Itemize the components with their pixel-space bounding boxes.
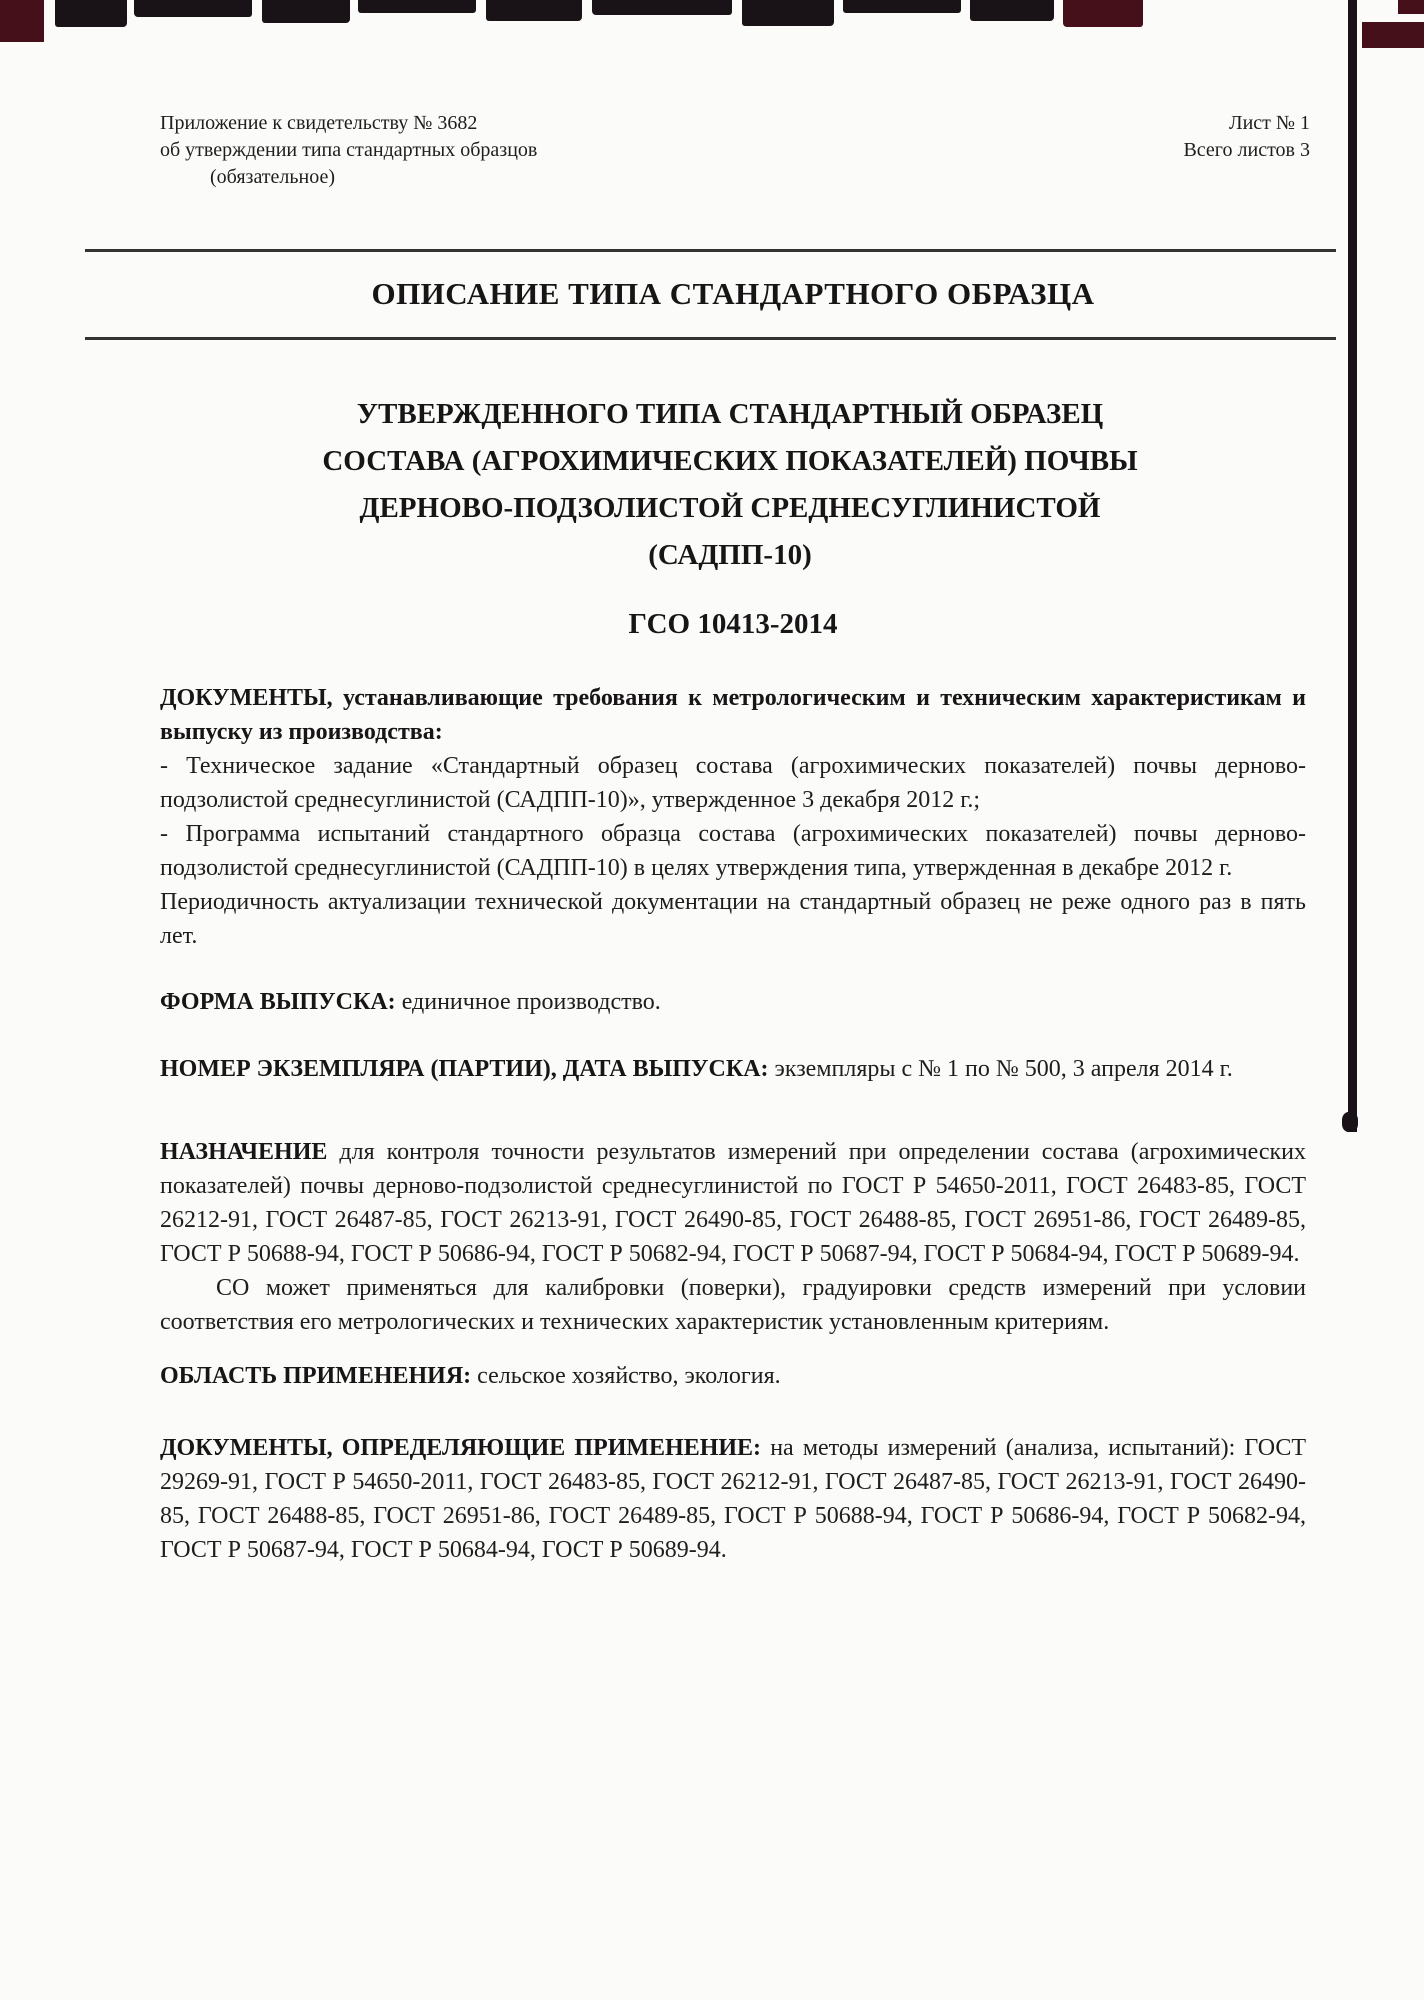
document-title: ОПИСАНИЕ ТИПА СТАНДАРТНОГО ОБРАЗЦА <box>371 276 1095 311</box>
docs-application-label: ДОКУМЕНТЫ, ОПРЕДЕЛЯЮЩИЕ ПРИМЕНЕНИЕ: <box>160 1435 762 1461</box>
scan-artifact <box>1362 22 1424 48</box>
section-docs-requirements-heading: ДОКУМЕНТЫ, устанавливающие требования к метрологическим и техническим характеристикам и выпуску из производства: <box>160 685 1306 745</box>
scan-artifact <box>843 0 961 13</box>
gso-number: ГСО 10413-2014 <box>628 608 838 640</box>
section-batch-number <box>160 1052 1306 1086</box>
standard-sample-heading <box>130 391 1330 579</box>
docs-application-value: на методы измерений (анализа, испытаний): ГОСТ 29269-91, ГОСТ Р 54650-2011, ГОСТ 26483-85, ГОСТ 26212-91, ГОСТ 26487-85, ГОСТ 26213-91, ГОСТ 26490-85, ГОСТ 26488-85, ГОСТ 26951-86, ГОСТ 26489-85, ГОСТ Р 50688-94, ГОСТ Р 50686-94, ГОСТ Р 50682-94, ГОСТ Р 50687-94, ГОСТ Р 50684-94, ГОСТ Р 50689-94. <box>160 1435 1307 1563</box>
sheet-total: Всего листов 3 <box>1183 139 1310 161</box>
application-area-label: ОБЛАСТЬ ПРИМЕНЕНИЯ: <box>160 1363 472 1389</box>
scan-artifact <box>1342 1112 1358 1132</box>
annex-line-1: Приложение к свидетельству № 3682 <box>160 112 478 134</box>
scan-artifact <box>262 0 350 23</box>
section-purpose <box>160 1135 1306 1271</box>
scan-artifact <box>1398 0 1424 14</box>
docs-requirements-item-1: - Техническое задание «Стандартный образец состава (агрохимических показателей) почвы дерново-подзолистой среднесуглинистой (САДПП-10)», утвержденное 3 декабря 2012 г.; <box>160 753 1306 813</box>
horizontal-rule-mid <box>85 337 1336 340</box>
scan-artifact <box>970 0 1054 21</box>
section-docs-application <box>160 1431 1306 1567</box>
batch-number-label: НОМЕР ЭКЗЕМПЛЯРА (ПАРТИИ), ДАТА ВЫПУСКА: <box>160 1056 769 1082</box>
heading-line-4: (САДПП-10) <box>648 539 812 571</box>
heading-line-3: ДЕРНОВО-ПОДЗОЛИСТОЙ СРЕДНЕСУГЛИНИСТОЙ <box>359 492 1101 524</box>
purpose-label: НАЗНАЧЕНИЕ <box>160 1139 328 1165</box>
application-area-value: сельское хозяйство, экология. <box>477 1363 781 1389</box>
scan-artifact-corner <box>0 0 44 42</box>
release-form-label: ФОРМА ВЫПУСКА: <box>160 989 396 1015</box>
purpose-value: для контроля точности результатов измерений при определении состава (агрохимических показателей) почвы дерново-подзолистой среднесуглинистой по ГОСТ Р 54650-2011, ГОСТ 26483-85, ГОСТ 26212-91, ГОСТ 26487-85, ГОСТ 26213-91, ГОСТ 26490-85, ГОСТ 26488-85, ГОСТ 26951-86, ГОСТ 26489-85, ГОСТ Р 50688-94, ГОСТ Р 50686-94, ГОСТ Р 50682-94, ГОСТ Р 50687-94, ГОСТ Р 50684-94, ГОСТ Р 50689-94. <box>160 1139 1307 1267</box>
page-header <box>160 110 1310 191</box>
sheet-number: Лист № 1 <box>1229 112 1310 134</box>
scan-artifact <box>358 0 476 13</box>
release-form-value: единичное производство. <box>401 989 661 1015</box>
docs-requirements-item-2: - Программа испытаний стандартного образца состава (агрохимических показателей) почвы дерново-подзолистой среднесуглинистой (САДПП-10) в целях утверждения типа, утвержденная в декабре 2012 г. <box>160 821 1306 881</box>
annex-line-3: (обязательное) <box>210 166 335 188</box>
heading-line-2: СОСТАВА (АГРОХИМИЧЕСКИХ ПОКАЗАТЕЛЕЙ) ПОЧВЫ <box>322 445 1138 477</box>
scan-artifact <box>55 0 127 27</box>
docs-requirements-note: Периодичность актуализации технической документации на стандартный образец не реже одного раз в пять лет. <box>160 889 1306 949</box>
document-body <box>160 681 1306 1567</box>
scan-artifact <box>134 0 252 17</box>
batch-number-value: экземпляры с № 1 по № 500, 3 апреля 2014 г. <box>774 1056 1233 1082</box>
scan-artifact <box>592 0 732 15</box>
heading-line-1: УТВЕРЖДЕННОГО ТИПА СТАНДАРТНЫЙ ОБРАЗЕЦ <box>356 398 1104 430</box>
annex-line-2: об утверждении типа стандартных образцов <box>160 139 538 161</box>
section-release-form <box>160 985 1306 1019</box>
scan-artifact-edge-bar <box>1348 0 1357 1132</box>
scan-artifact <box>486 0 582 21</box>
scan-artifact <box>742 0 834 26</box>
sheet-numbering <box>1183 110 1310 191</box>
section-application-area <box>160 1359 1306 1393</box>
purpose-paragraph-2: СО может применяться для калибровки (поверки), градуировки средств измерений при условии соответствия его метрологических и технических характеристик установленным критериям. <box>160 1275 1306 1335</box>
scan-artifact <box>1063 0 1143 27</box>
horizontal-rule-top <box>85 249 1336 252</box>
annex-reference <box>160 110 537 191</box>
